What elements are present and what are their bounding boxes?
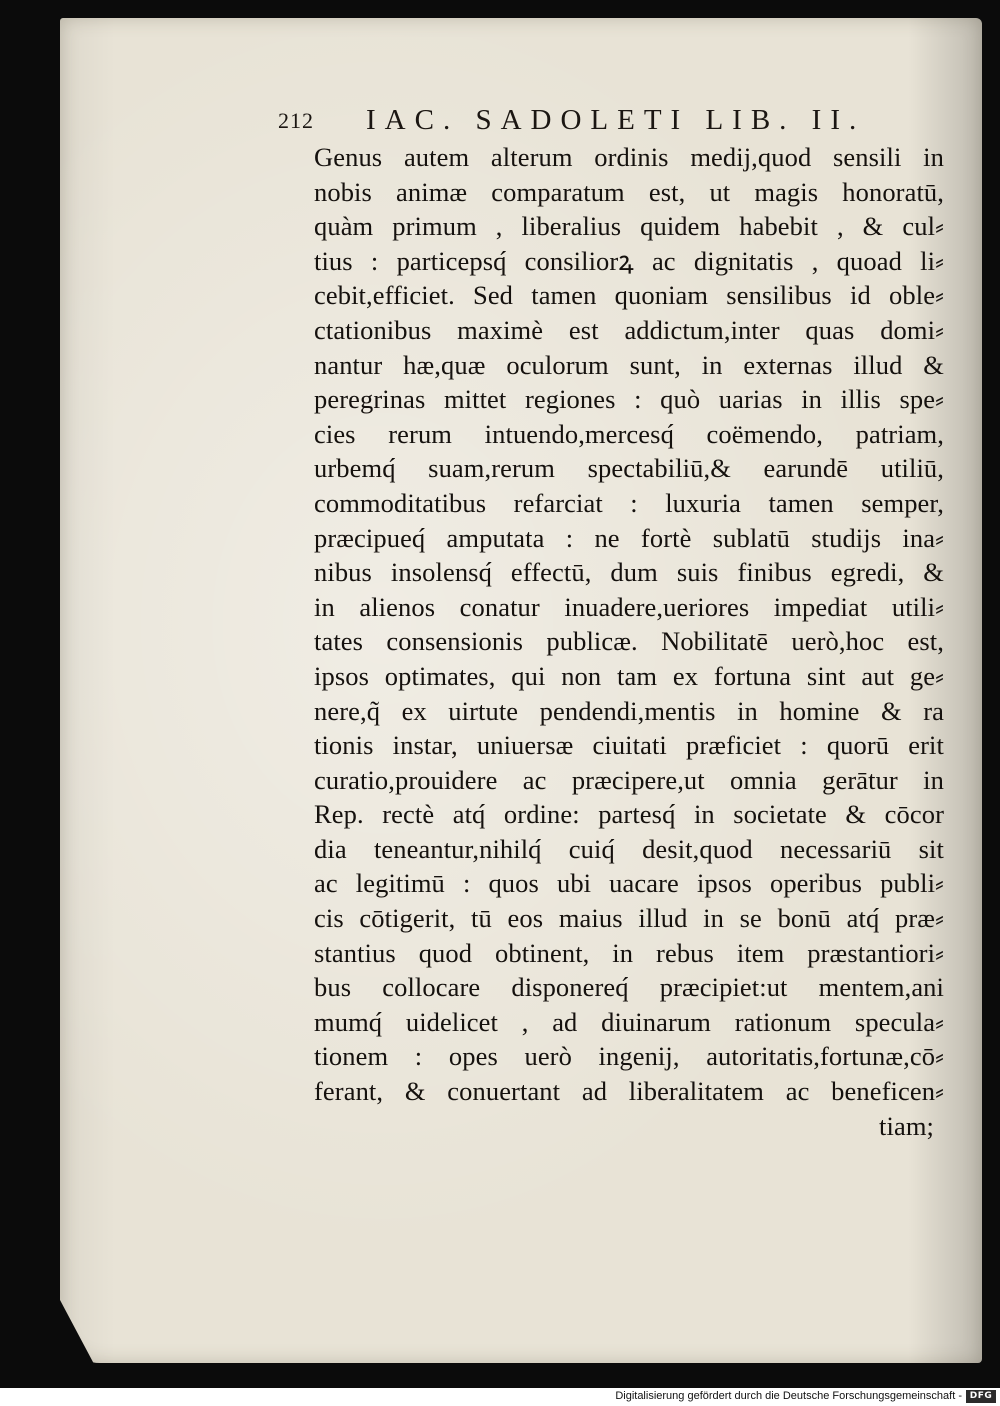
text-line: stantius quod obtinent, in rebus item præstantiori⸗ — [314, 937, 944, 968]
page-header — [278, 104, 888, 144]
dfg-logo: DFG — [966, 1390, 996, 1403]
torn-page-corner — [60, 1300, 94, 1364]
text-line: quàm primum , liberalius quidem habebit , & cul⸗ — [314, 211, 944, 242]
text-line: cis cōtigerit, tū eos maius illud in se bonū atq́ præ⸗ — [314, 903, 944, 934]
text-line: peregrinas mittet regiones : quò uarias in illis spe⸗ — [314, 384, 944, 415]
text-line: tionis instar, uniuersæ ciuitati præficiet : quorū erit — [314, 730, 944, 761]
text-line: Genus autem alterum ordinis medij,quod sensili in — [314, 142, 944, 172]
text-line: ctationibus maximè est addictum,inter quas domi⸗ — [314, 314, 944, 345]
text-line: ferant, & conuertant ad liberalitatem ac beneficen⸗ — [314, 1076, 944, 1107]
text-line: dia teneantur,nihilq́ cuiq́ desit,quod necessariū sit — [314, 833, 944, 864]
text-line: bus collocare disponereq́ præcipiet:ut mentem,ani — [314, 972, 944, 1003]
body-text — [314, 140, 944, 1143]
catchword: tiam; — [879, 1110, 934, 1141]
text-line: ac legitimū : quos ubi uacare ipsos operibus publi⸗ — [314, 868, 944, 899]
text-line: commoditatibus refarciat : luxuria tamen semper, — [314, 487, 944, 518]
text-line: nantur hæ,quæ oculorum sunt, in externas illud & — [314, 349, 944, 380]
text-line: tionem : opes uerò ingenij, autoritatis,fortunæ,cō⸗ — [314, 1041, 944, 1072]
text-line: tius : particepsq́ consiliorꝝ ac dignitatis , quoad li⸗ — [314, 245, 944, 276]
funding-credit: Digitalisierung gefördert durch die Deutsche Forschungsgemeinschaft - — [615, 1390, 962, 1402]
digitization-footer — [0, 1388, 1000, 1406]
running-head: IAC. SADOLETI LIB. II. — [366, 104, 866, 136]
text-line: præcipueq́ amputata : ne fortè sublatū studijs ina⸗ — [314, 522, 944, 553]
text-line: cies rerum intuendo,mercesq́ coëmendo, patriam, — [314, 418, 944, 449]
page-number: 212 — [278, 108, 314, 133]
text-line: in alienos conatur inuadere,ueriores impediat utili⸗ — [314, 591, 944, 622]
text-line: nobis animæ comparatum est, ut magis honoratū, — [314, 176, 944, 207]
text-line: cebit,efficiet. Sed tamen quoniam sensilibus id oble⸗ — [314, 280, 944, 311]
text-line: curatio,prouidere ac præcipere,ut omnia gerātur in — [314, 764, 944, 795]
text-line: urbemq́ suam,rerum spectabiliū,& earundē utiliū, — [314, 453, 944, 484]
text-line: Rep. rectè atq́ ordine: partesq́ in societate & cōcor — [314, 799, 944, 830]
text-line: tates consensionis publicæ. Nobilitatē uerò,hoc est, — [314, 626, 944, 657]
text-line: nere,q̃ ex uirtute pendendi,mentis in homine & ra — [314, 695, 944, 726]
text-line: ipsos optimates, qui non tam ex fortuna sint aut ge⸗ — [314, 660, 944, 691]
text-line: mumq́ uidelicet , ad diuinarum rationum specula⸗ — [314, 1006, 944, 1037]
text-line: nibus insolensq́ effectū, dum suis finibus egredi, & — [314, 557, 944, 588]
